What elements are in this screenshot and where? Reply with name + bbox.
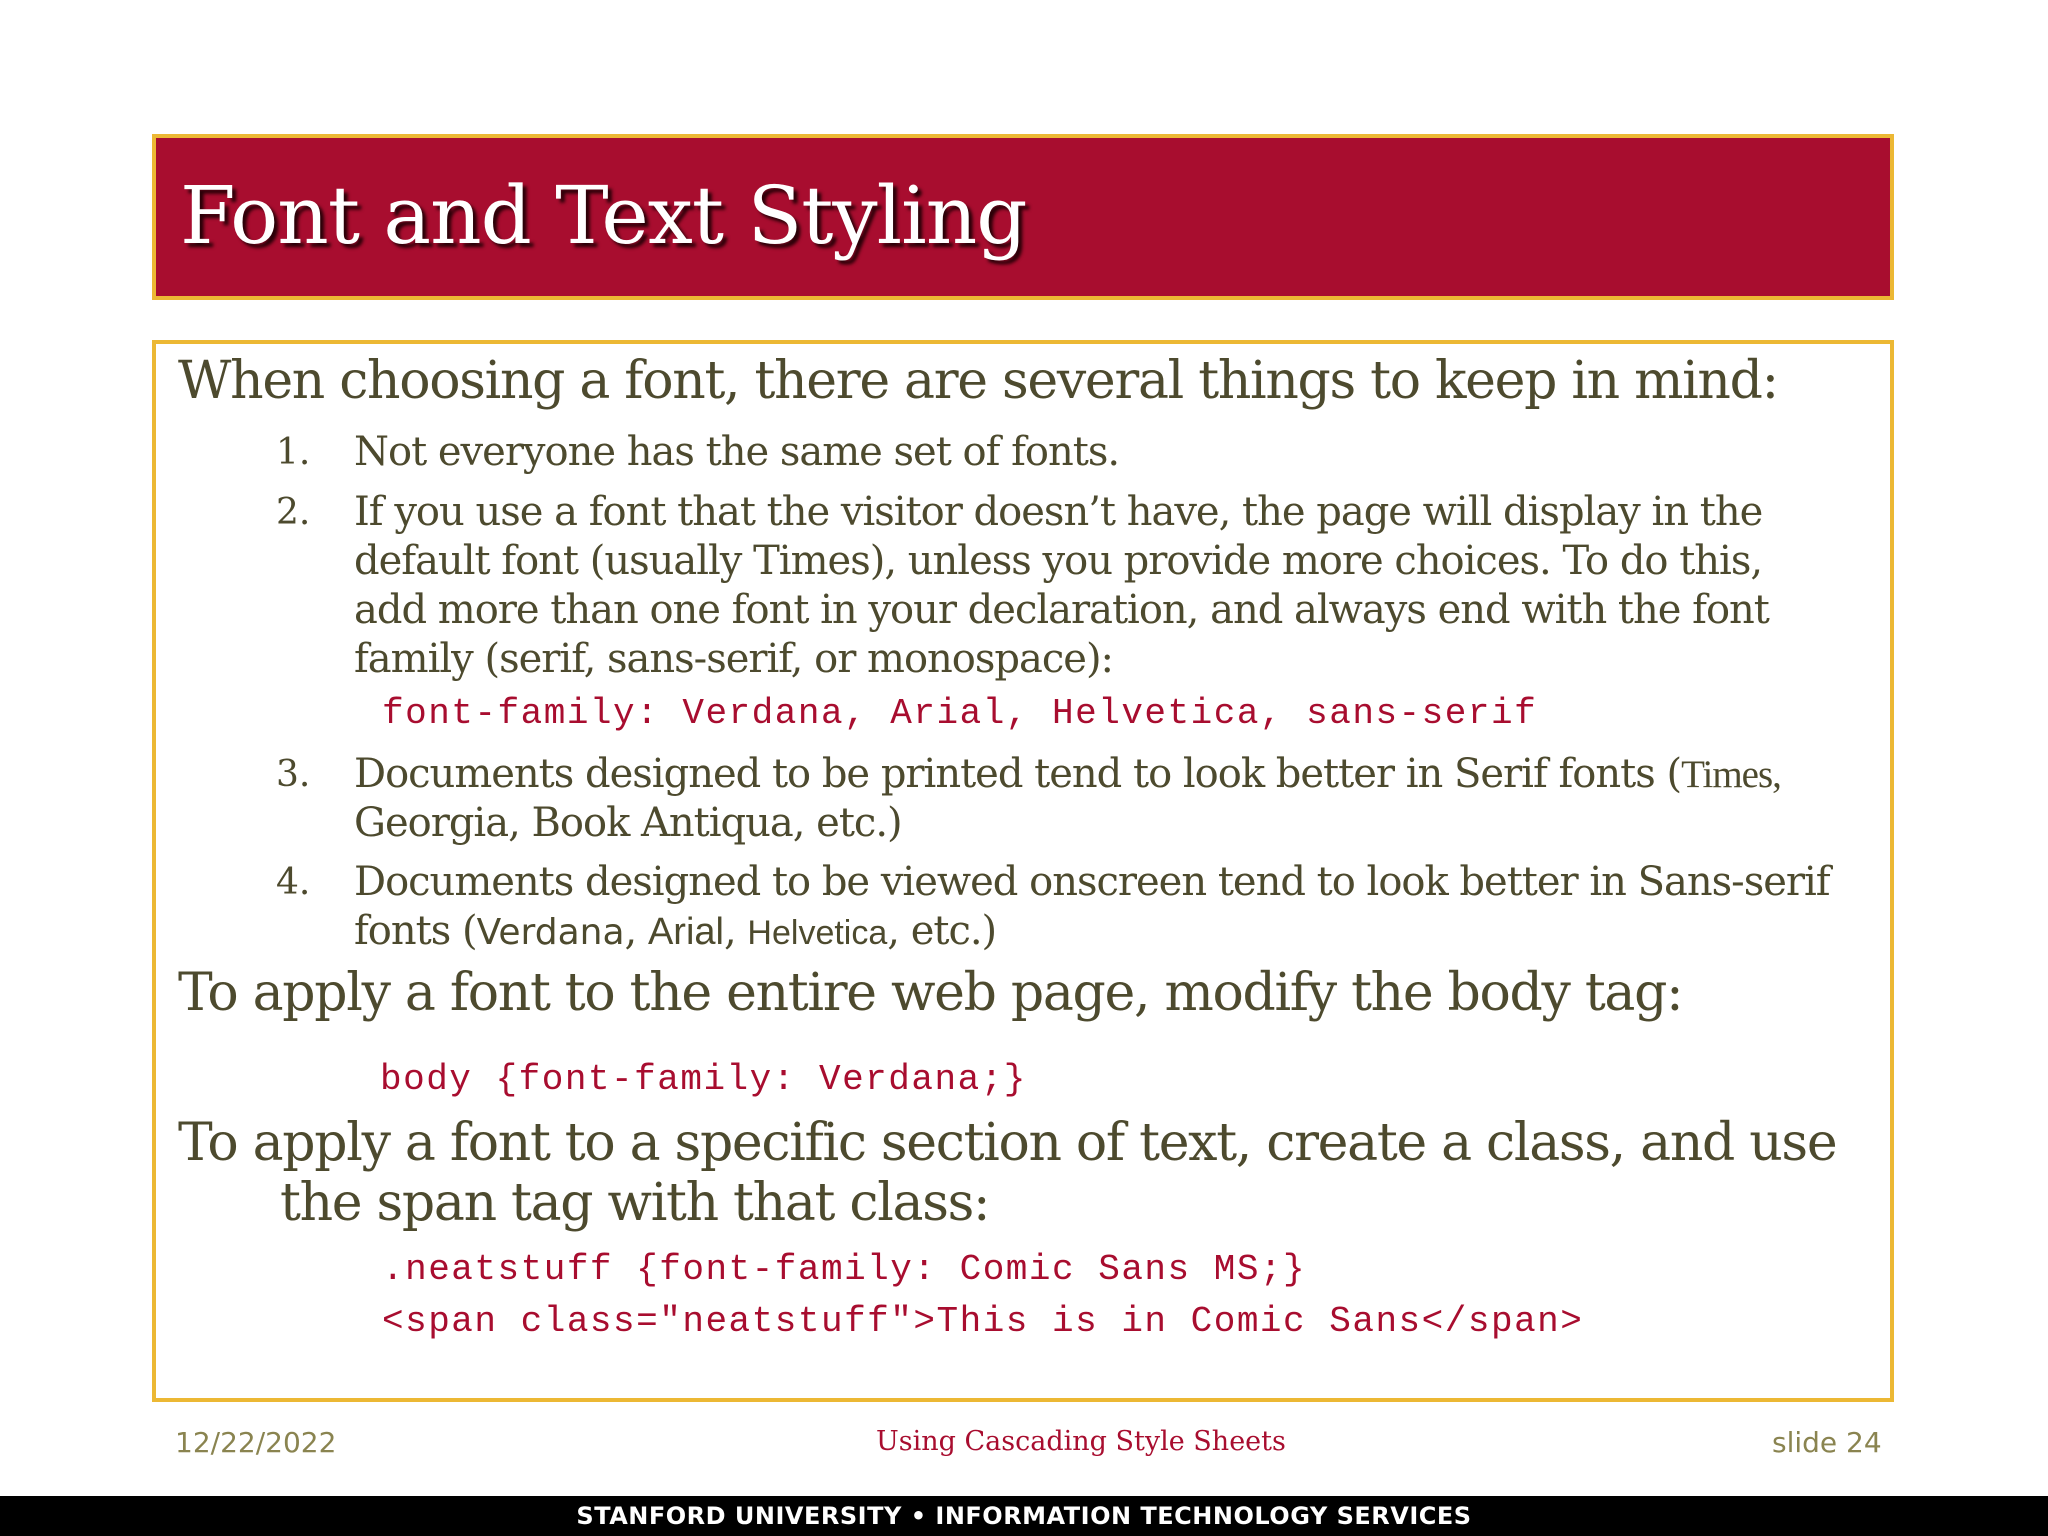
list-item-2-line-1: If you use a font that the visitor doesn’t have, the page will display in the xyxy=(354,489,1763,535)
list-item-3-line-2: Georgia, Book Antiqua, etc.) xyxy=(354,800,902,846)
body-heading: To apply a font to the entire web page, modify the body tag: xyxy=(178,963,1683,1023)
list-item-4-line-1: Documents designed to be viewed onscreen tend to look better in Sans-serif xyxy=(354,859,1830,905)
code-class: .neatstuff {font-family: Comic Sans MS;} xyxy=(382,1249,1307,1290)
verdana-sample: Verdana xyxy=(476,912,625,953)
code-body: body {font-family: Verdana;} xyxy=(380,1059,1027,1100)
slide-number: slide 24 xyxy=(1772,1426,1882,1459)
class-heading-line-1: To apply a font to a specific section of text, create a class, and use xyxy=(178,1113,1837,1173)
slide-title: Font and Text Styling xyxy=(180,169,1027,262)
list-number-1: 1. xyxy=(276,432,311,473)
list-number-3: 3. xyxy=(276,754,311,795)
separator: , xyxy=(624,908,648,954)
list-item-2-line-2: default font (usually Times), unless you provide more choices. To do this, xyxy=(354,538,1763,584)
footer-title: Using Cascading Style Sheets xyxy=(876,1426,1286,1457)
title-band xyxy=(152,134,1894,300)
university-banner: STANFORD UNIVERSITY • INFORMATION TECHNOLOGY SERVICES xyxy=(0,1496,2048,1536)
separator: , xyxy=(723,908,748,954)
list-item-1: Not everyone has the same set of fonts. xyxy=(354,429,1120,475)
footer-date: 12/22/2022 xyxy=(175,1426,337,1459)
list-number-4: 4. xyxy=(276,862,311,903)
arial-sample: Arial xyxy=(647,911,724,953)
times-sample: Times, xyxy=(1681,753,1781,796)
list-number-2: 2. xyxy=(276,492,311,533)
list-item-4-text: fonts ( xyxy=(354,908,477,954)
class-heading-line-2: the span tag with that class: xyxy=(280,1173,990,1233)
list-item-2-line-4: family (serif, sans-serif, or monospace): xyxy=(354,636,1114,682)
list-item-3-line-1 xyxy=(354,750,1781,799)
list-item-3-text: Documents designed to be printed tend to look better in Serif fonts ( xyxy=(354,751,1682,797)
code-span: <span class="neatstuff">This is in Comic Sans</span> xyxy=(382,1301,1584,1342)
list-item-2-line-3: add more than one font in your declaration, and always end with the font xyxy=(354,587,1769,633)
list-item-4-line-2 xyxy=(354,907,996,958)
intro-text: When choosing a font, there are several things to keep in mind: xyxy=(178,351,1778,411)
content-box xyxy=(152,340,1894,1402)
helvetica-sample: Helvetica xyxy=(747,914,888,952)
code-font-family: font-family: Verdana, Arial, Helvetica, sans-serif xyxy=(382,693,1538,734)
list-item-4-end: , etc.) xyxy=(887,908,997,954)
